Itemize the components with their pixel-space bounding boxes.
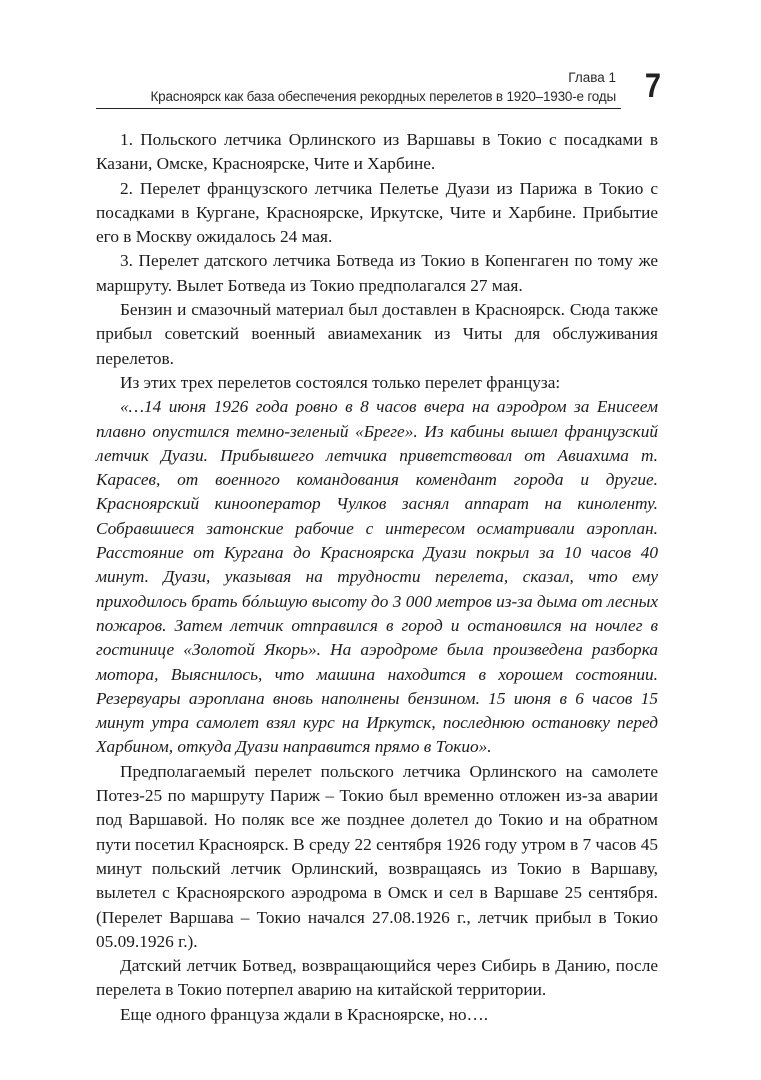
paragraph: Датский летчик Ботвед, возвращающийся через Сибирь в Данию, после перелета в Токио потерпел аварию на китайской территории. [96,956,658,1000]
paragraph: 2. Перелет французского летчика Пелетье Дуази из Парижа в Токио с посадками в Кургане, Красноярске, Иркутске, Чите и Харбине. Прибытие его в Москву ожидалось 24 мая. [96,178,658,247]
chapter-label: Глава 1 [568,70,616,85]
paragraph: Еще одного француза ждали в Красноярске, но…. [120,1004,489,1024]
paragraph: 1. Польского летчика Орлинского из Варшавы в Токио с посадками в Казани, Омске, Красноярске, Чите и Харбине. [96,130,658,174]
header-rule [96,108,621,109]
running-title: Красноярск как база обеспечения рекордных перелетов в 1920–1930-е годы [150,89,616,104]
page-number: 7 [644,67,661,105]
paragraph: 3. Перелет датского летчика Ботведа из Токио в Копенгаген по тому же маршруту. Вылет Ботведа из Токио предполагался 27 мая. [96,251,658,295]
body-text [96,128,658,1027]
paragraph: Из этих трех перелетов состоялся только перелет француза: [120,372,561,392]
paragraph: Предполагаемый перелет польского летчика Орлинского на самолете Потез-25 по маршруту Париж – Токио был временно отложен из-за аварии под Варшавой. Но поляк все же позднее долетел до Токио и на обратном пути посетил Красноярск. В среду 22 сентября 1926 году утром в 7 часов 45 минут польский летчик Орлинский, возвращаясь из Токио в Варшаву, вылетел с Красноярского аэродрома в Омск и сел в Варшаве 25 сентября. (Перелет Варшава – Токио начался 27.08.1926 г., летчик прибыл в Токио 05.09.1926 г.). [96,761,658,951]
quotation: «…14 июня 1926 года ровно в 8 часов вчера на аэродром за Енисеем плавно опустился темно-зеленый «Бреге». Из кабины вышел французский летчик Дуази. Прибывшего летчика приветствовал от Авиахима т. Карасев, от военного командования комендант города и другие. Красноярский кинооператор Чулков заснял аппарат на киноленту. Собравшиеся затонские рабочие с интересом осматривали аэроплан. Расстояние от Кургана до Красноярска Дуази покрыл за 10 часов 40 минут. Дуази, указывая на трудности перелета, сказал, что ему приходилось брать бóльшую высоту до 3 000 метров из-за дыма от лесных пожаров. Затем летчик отправился в город и остановился на ночлег в гостинице «Золотой Якорь». На аэродроме была произведена разборка мотора, Выяснилось, что машина находится в хорошем состоянии. Резервуары аэроплана вновь наполнены бензином. 15 июня в 6 часов 15 минут утра самолет взял курс на Иркутск, последнюю остановку перед Харбином, откуда Дуази направится прямо в Токио». [96,397,658,757]
paragraph: Бензин и смазочный материал был доставлен в Красноярск. Сюда также прибыл советский военный авиамеханик из Читы для обслуживания перелетов. [96,300,658,368]
page-header [96,68,661,110]
